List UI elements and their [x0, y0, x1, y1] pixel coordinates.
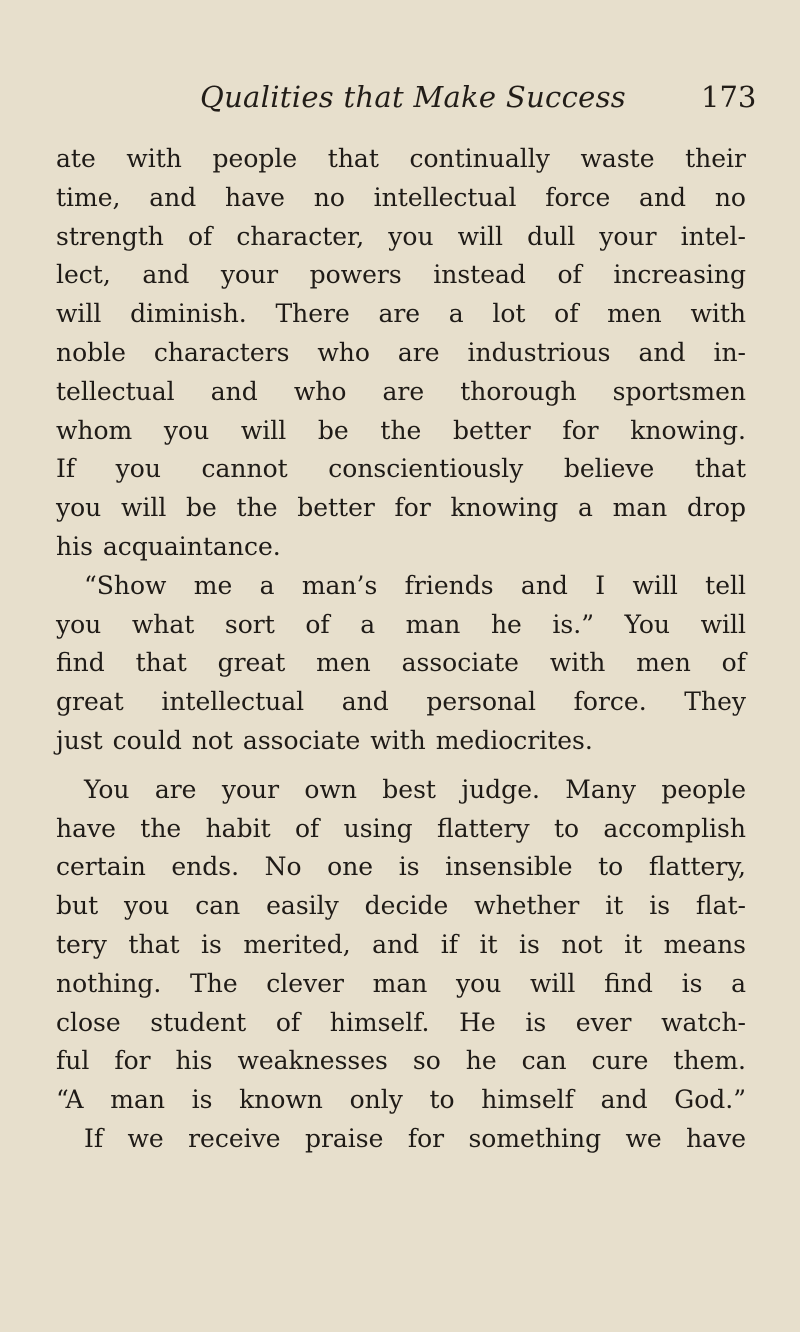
text-line: tery that is merited, and if it is not it means — [56, 929, 746, 959]
text-line: great intellectual and personal force. They — [56, 687, 746, 717]
body-text — [56, 140, 746, 1159]
paragraph-gap — [56, 761, 746, 771]
text-line: If we receive praise for something we have — [84, 1123, 746, 1153]
text-line: “A man is known only to himself and God.” — [56, 1085, 746, 1115]
text-line: whom you will be the better for knowing. — [56, 415, 746, 445]
page-header — [0, 80, 800, 120]
text-line: If you cannot conscientiously believe that — [56, 454, 746, 484]
text-line: lect, and your powers instead of increasing — [56, 260, 746, 290]
text-line: nothing. The clever man you will find is a — [56, 968, 746, 998]
text-line: ate with people that continually waste their — [56, 144, 746, 173]
page-number: 173 — [701, 80, 757, 114]
text-line: You are your own best judge. Many people — [84, 774, 746, 804]
text-line: tellectual and who are thorough sportsmen — [56, 376, 746, 406]
text-line: just could not associate with mediocrites. — [56, 725, 593, 755]
text-line: find that great men associate with men of — [56, 648, 746, 678]
text-line: time, and have no intellectual force and no — [56, 182, 746, 212]
text-line: but you can easily decide whether it is flat- — [56, 891, 746, 921]
text-line: ful for his weaknesses so he can cure them. — [56, 1046, 746, 1076]
text-line: noble characters who are industrious and in- — [56, 337, 746, 367]
text-line: “Show me a man’s friends and I will tell — [84, 570, 746, 600]
text-line: you will be the better for knowing a man drop — [56, 493, 746, 523]
running-title: Qualities that Make Success — [200, 80, 626, 114]
text-line: close student of himself. He is ever watch- — [56, 1007, 746, 1037]
text-line: will diminish. There are a lot of men with — [56, 299, 746, 329]
text-line: certain ends. No one is insensible to flattery, — [56, 852, 746, 882]
text-line: his acquaintance. — [56, 531, 281, 561]
text-line: strength of character, you will dull your intel- — [56, 221, 746, 251]
text-line: have the habit of using flattery to accomplish — [56, 813, 746, 843]
text-line: you what sort of a man he is.” You will — [56, 609, 746, 639]
